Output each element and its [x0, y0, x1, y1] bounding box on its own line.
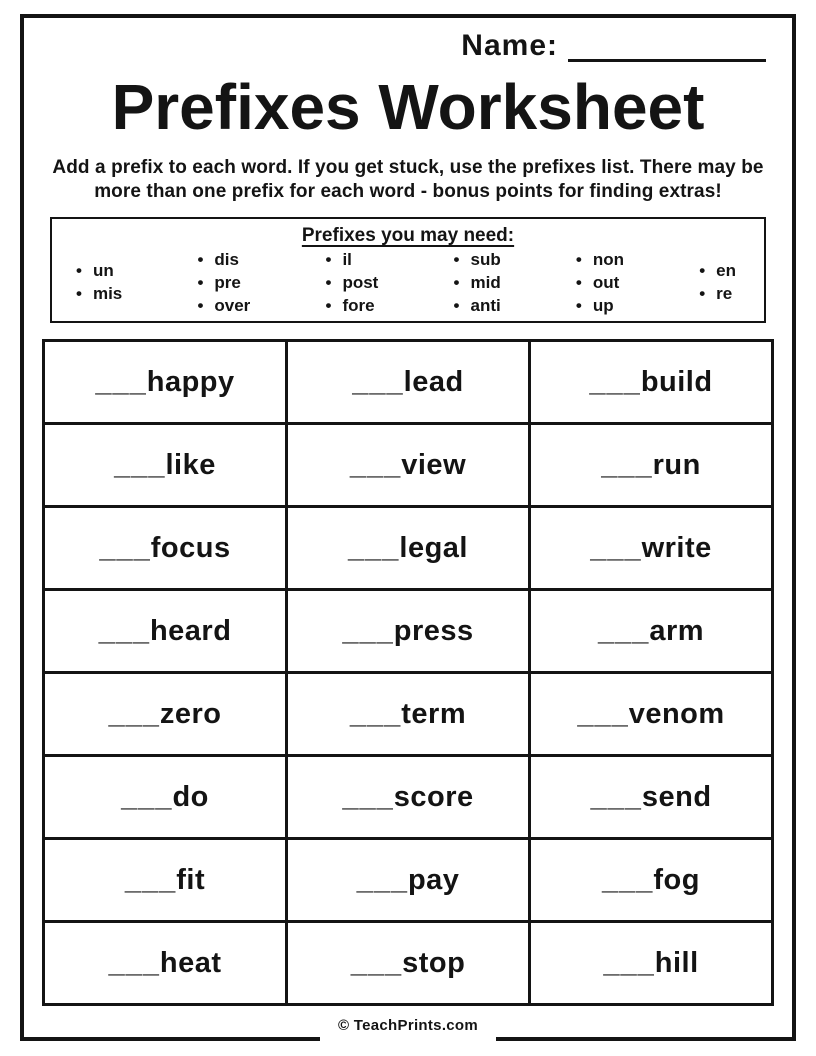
prefix-label: mid [470, 272, 501, 292]
word-text: pay [407, 863, 460, 896]
table-row [44, 922, 773, 1005]
word-cell [530, 673, 773, 756]
prefix-item [699, 282, 736, 305]
prefix-box-heading: Prefixes you may need: [301, 225, 515, 246]
fill-in-blank: ___ [349, 448, 402, 481]
word-cell [530, 839, 773, 922]
prefix-label: mis [92, 284, 123, 303]
fill-in-blank: ___ [342, 614, 394, 647]
bullet-icon: • [197, 295, 204, 315]
fill-in-blank: ___ [348, 531, 400, 564]
fill-in-blank: ___ [589, 365, 641, 398]
word-text: term [401, 697, 467, 730]
prefix-group [76, 259, 122, 305]
fill-in-blank: ___ [99, 531, 151, 564]
prefix-label: en [716, 261, 736, 280]
bullet-icon: • [76, 261, 82, 280]
page-border-frame [20, 14, 796, 1041]
table-row [44, 839, 773, 922]
bullet-icon: • [325, 272, 332, 292]
word-cell [44, 756, 287, 839]
word-text: view [401, 448, 467, 481]
prefix-group [454, 248, 501, 317]
prefix-item [576, 294, 624, 317]
fill-in-blank: ___ [590, 780, 642, 813]
prefix-label: il [342, 249, 352, 269]
bullet-icon: • [76, 284, 82, 303]
instructions-text: Add a prefix to each word. If you get stuck, use the prefixes list. There may be more than one prefix for each word - bonus points for finding extras! [52, 157, 764, 202]
bullet-icon: • [699, 284, 706, 303]
word-cell [287, 839, 530, 922]
fill-in-blank: ___ [108, 946, 160, 979]
prefix-label: out [592, 272, 620, 292]
word-text: heard [149, 614, 232, 647]
word-text: lead [403, 365, 464, 398]
prefix-item [326, 271, 379, 294]
prefix-item [197, 248, 250, 271]
fill-in-blank: ___ [603, 946, 655, 979]
prefix-box [50, 217, 766, 323]
word-text: stop [402, 946, 466, 979]
word-text: do [172, 780, 209, 813]
prefix-item [76, 282, 122, 305]
footer [0, 1012, 816, 1048]
bullet-icon: • [699, 261, 706, 280]
fill-in-blank: ___ [121, 780, 173, 813]
word-cell [44, 839, 287, 922]
prefix-item [454, 294, 501, 317]
fill-in-blank: ___ [597, 614, 650, 647]
table-row [44, 507, 773, 590]
word-text: run [652, 448, 701, 481]
word-text: build [640, 365, 713, 398]
word-text: write [641, 531, 712, 564]
word-cell [287, 341, 530, 424]
prefix-item [454, 271, 501, 294]
word-text: fog [653, 863, 700, 896]
prefix-label: fore [342, 295, 375, 315]
name-row [24, 28, 792, 62]
table-row [44, 590, 773, 673]
word-text: happy [146, 365, 235, 398]
word-cell [287, 590, 530, 673]
word-cell [287, 673, 530, 756]
bullet-icon: • [197, 249, 204, 269]
word-cell [530, 590, 773, 673]
fill-in-blank: ___ [98, 614, 150, 647]
fill-in-blank: ___ [342, 780, 394, 813]
bullet-icon: • [197, 272, 204, 292]
prefix-group [576, 248, 624, 317]
word-cell [530, 922, 773, 1005]
word-cell [44, 673, 287, 756]
prefix-item [76, 259, 122, 282]
prefix-groups [52, 247, 764, 317]
prefix-label: dis [214, 249, 239, 269]
word-text: arm [649, 614, 705, 647]
word-text: hill [654, 946, 699, 979]
bullet-icon: • [453, 272, 460, 292]
word-cell [44, 590, 287, 673]
bullet-icon: • [575, 249, 582, 269]
name-label: Name: [461, 29, 558, 62]
table-row [44, 673, 773, 756]
prefix-item [326, 248, 379, 271]
word-cell [530, 507, 773, 590]
prefix-item [326, 294, 379, 317]
prefix-group [699, 259, 736, 305]
prefix-group [326, 248, 379, 317]
word-cell [530, 424, 773, 507]
prefix-item [197, 294, 250, 317]
word-text: focus [150, 531, 231, 564]
prefix-label: up [592, 295, 614, 315]
word-cell [530, 756, 773, 839]
word-text: legal [399, 531, 468, 564]
fill-in-blank: ___ [124, 863, 177, 896]
word-text: send [641, 780, 712, 813]
word-cell [44, 341, 287, 424]
word-text: heat [159, 946, 222, 979]
prefix-item [576, 248, 624, 271]
bullet-icon: • [575, 272, 582, 292]
fill-in-blank: ___ [602, 863, 654, 896]
fill-in-blank: ___ [352, 365, 404, 398]
bullet-icon: • [325, 249, 332, 269]
prefix-label: post [342, 272, 379, 292]
word-text: like [165, 448, 216, 481]
prefix-item [576, 271, 624, 294]
word-text: zero [159, 697, 222, 730]
word-cell [287, 424, 530, 507]
bullet-icon: • [325, 295, 332, 315]
word-text: venom [628, 697, 725, 730]
table-row [44, 341, 773, 424]
bullet-icon: • [453, 249, 460, 269]
word-text: score [393, 780, 474, 813]
fill-in-blank: ___ [108, 697, 160, 730]
fill-in-blank: ___ [601, 448, 653, 481]
prefix-item [197, 271, 250, 294]
word-cell [530, 341, 773, 424]
fill-in-blank: ___ [114, 448, 166, 481]
name-blank-line [568, 31, 766, 62]
word-cell [287, 922, 530, 1005]
prefix-item [699, 259, 736, 282]
word-cell [44, 424, 287, 507]
bullet-icon: • [453, 295, 460, 315]
fill-in-blank: ___ [577, 697, 629, 730]
word-cell [287, 507, 530, 590]
prefix-item [454, 248, 501, 271]
bullet-icon: • [575, 295, 582, 315]
fill-in-blank: ___ [590, 531, 642, 564]
word-table [42, 339, 774, 1006]
prefix-label: anti [470, 295, 501, 315]
fill-in-blank: ___ [349, 697, 402, 730]
page-title: Prefixes Worksheet [111, 71, 705, 143]
fill-in-blank: ___ [95, 365, 147, 398]
word-cell [287, 756, 530, 839]
prefix-label: pre [214, 272, 241, 292]
copyright-text: © TeachPrints.com [320, 1012, 496, 1048]
word-cell [44, 507, 287, 590]
prefix-group [197, 248, 250, 317]
prefix-label: over [214, 295, 251, 315]
prefix-label: non [592, 249, 625, 269]
table-row [44, 756, 773, 839]
fill-in-blank: ___ [356, 863, 408, 896]
word-cell [44, 922, 287, 1005]
prefix-label: re [716, 284, 733, 303]
word-text: press [393, 614, 474, 647]
prefix-label: un [92, 261, 114, 280]
fill-in-blank: ___ [350, 946, 403, 979]
prefix-label: sub [470, 249, 501, 269]
table-row [44, 424, 773, 507]
word-text: fit [176, 863, 206, 896]
